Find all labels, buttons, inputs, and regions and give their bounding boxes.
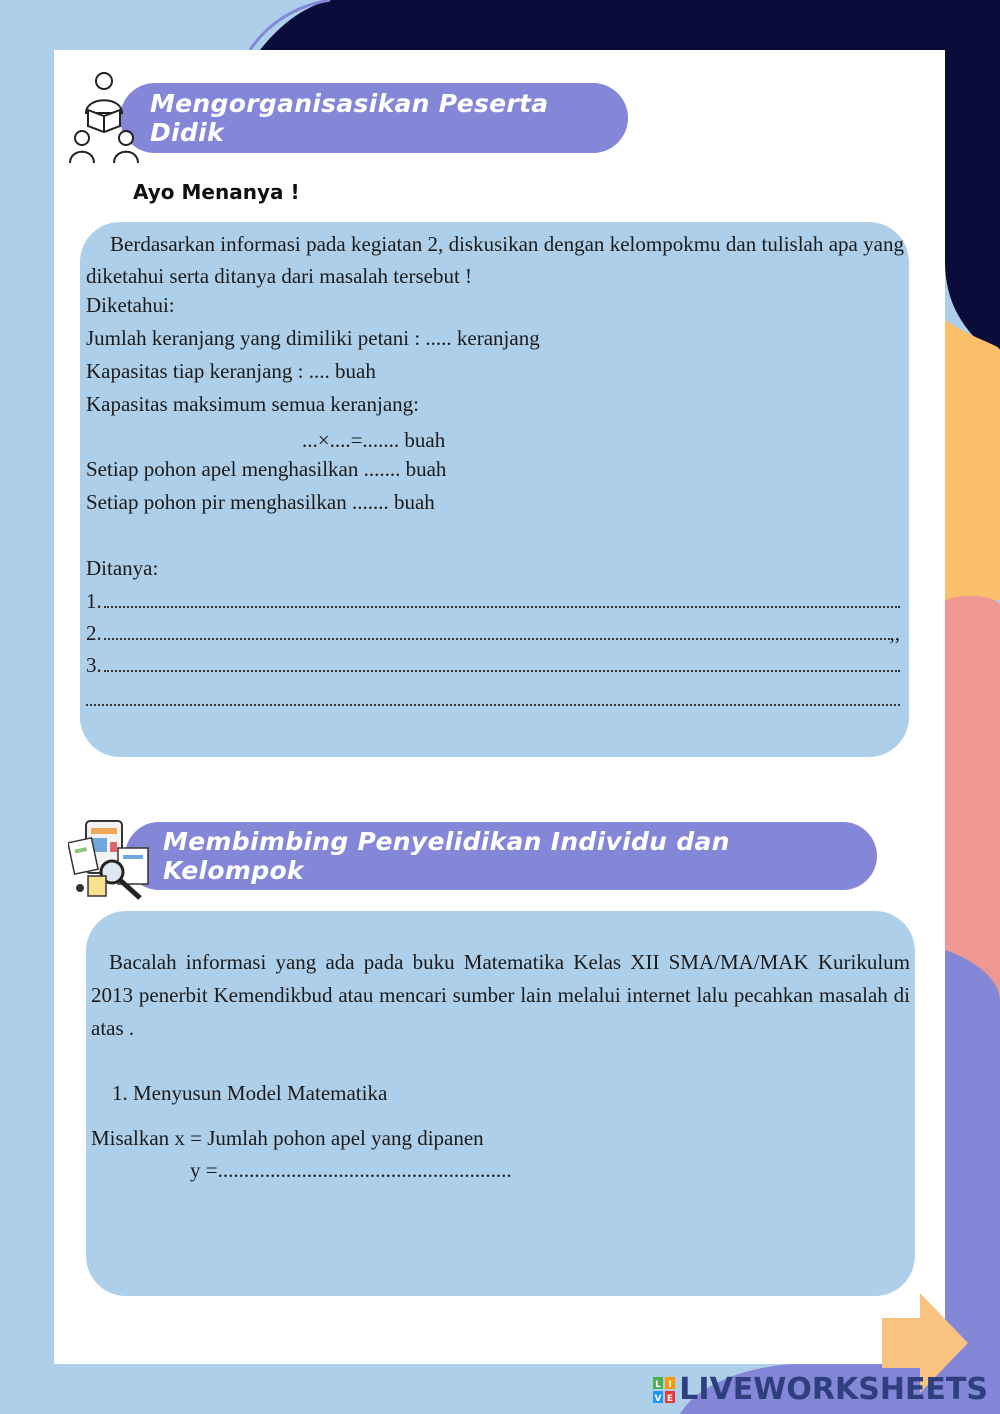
known-line-max-capacity: Kapasitas maksimum semua keranjang: [86, 392, 419, 416]
logo-letter: L [655, 1379, 662, 1390]
known-label: Diketahui: [86, 293, 175, 317]
section2-title: Membimbing Penyelidikan Individu dan Kelompok [163, 827, 730, 885]
liveworksheets-mark-icon [653, 1377, 675, 1403]
logo-letter: I [668, 1379, 672, 1390]
asked-item-3[interactable] [86, 652, 900, 678]
asked-item-2[interactable] [86, 620, 900, 646]
asked-item-4[interactable] [86, 686, 900, 712]
capacity-formula: ...×....=....... buah [302, 428, 446, 452]
step-model: 1. Menyusun Model Matematika [112, 1081, 388, 1105]
logo-letter: V [654, 1393, 662, 1403]
asked-item-number: 3. [86, 653, 102, 677]
known-line-baskets: Jumlah keranjang yang dimiliki petani : ..... keranjang [86, 326, 540, 350]
section-title-organizing [120, 83, 628, 153]
asked-item-1[interactable] [86, 588, 900, 614]
section2-intro: Bacalah informasi yang ada pada buku Matematika Kelas XII SMA/MA/MAK Kurikulum 2013 penerbit Kemendikbud atau mencari sumber lain melalui internet lalu pecahkan masalah di atas . [91, 950, 910, 1040]
section1-intro: Berdasarkan informasi pada kegiatan 2, diskusikan dengan kelompokmu dan tulislah apa yang diketahui serta ditanya dari masalah tersebut ! [86, 232, 904, 288]
ask-subheading: Ayo Menanya ! [133, 180, 300, 204]
teacher-students-icon [64, 68, 144, 168]
liveworksheets-logo[interactable] [653, 1372, 988, 1407]
section-title-investigation [125, 822, 877, 890]
variable-x: Misalkan x = Jumlah pohon apel yang dipanen [91, 1126, 484, 1150]
asked-item-number: 2. [86, 621, 102, 645]
known-line-capacity: Kapasitas tiap keranjang : .... buah [86, 359, 376, 383]
variable-y-input[interactable]: y =........................................................ [190, 1158, 512, 1182]
pear-yield-line: Setiap pohon pir menghasilkan ....... buah [86, 490, 435, 514]
asked-item-number: 1. [86, 589, 102, 613]
asked-label: Ditanya: [86, 556, 159, 580]
asked-item-suffix: ,, [889, 621, 900, 645]
research-documents-icon [68, 818, 158, 903]
apple-yield-line: Setiap pohon apel menghasilkan ....... buah [86, 457, 447, 481]
section1-title: Mengorganisasikan Peserta Didik [150, 89, 549, 147]
liveworksheets-brand: LIVEWORKSHEETS [679, 1372, 988, 1407]
logo-letter: E [667, 1393, 674, 1403]
